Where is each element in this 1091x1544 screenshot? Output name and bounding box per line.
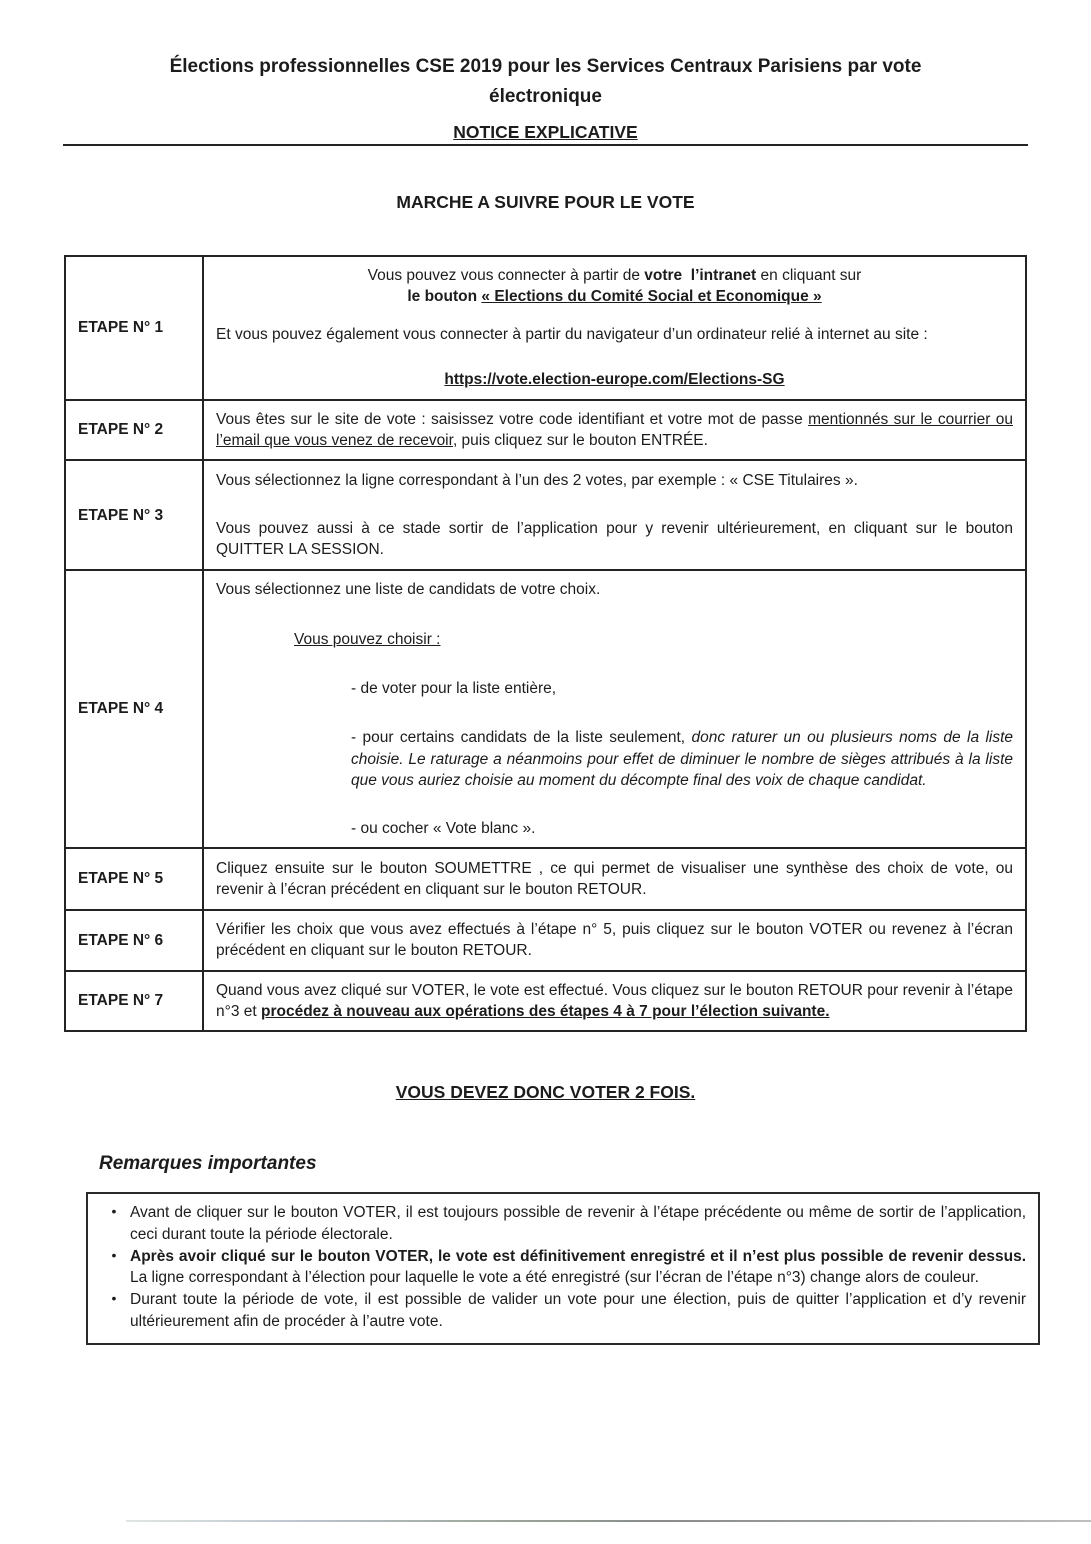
table-row-step6 bbox=[65, 910, 1026, 971]
scan-artifact-line bbox=[126, 1520, 1091, 1522]
step2-content bbox=[203, 400, 1026, 461]
vote-site-url: https://vote.election-europe.com/Elections-SG bbox=[444, 371, 785, 389]
repeat-steps-emphasis: procédez à nouveau aux opérations des étapes 4 à 7 pour l’élection suivante. bbox=[260, 1003, 830, 1020]
intranet-button-name: « Elections du Comité Social et Economique » bbox=[481, 288, 822, 306]
header-rule bbox=[63, 122, 1028, 146]
section-heading: MARCHE A SUIVRE POUR LE VOTE bbox=[396, 192, 695, 212]
step6-content bbox=[203, 910, 1026, 971]
vote-twice-notice: VOUS DEVEZ DONC VOTER 2 FOIS. bbox=[395, 1082, 696, 1103]
step5-content bbox=[203, 848, 1026, 910]
step7-label: ETAPE N° 7 bbox=[65, 971, 203, 1032]
step3-para2: Vous pouvez aussi à ce stade sortir de l’application pour y revenir ultérieurement, en cliquant sur le bouton QUITTER LA SESSION. bbox=[216, 519, 1013, 558]
bullet-icon: • bbox=[111, 1290, 117, 1307]
remark-item-1 bbox=[98, 1202, 1026, 1245]
steps-table bbox=[64, 255, 1027, 1032]
notice-heading: NOTICE EXPLICATIVE bbox=[453, 122, 638, 142]
step1-intro-line1: Vous pouvez vous connecter à partir de votre l’intranet en cliquant sur bbox=[367, 267, 862, 284]
remarks-box bbox=[86, 1192, 1040, 1344]
table-row-step5 bbox=[65, 848, 1026, 910]
step2-text: Vous êtes sur le site de vote : saisissez votre code identifiant et votre mot de passe mentionnés sur le courrier ou l’email que vous venez de recevoir, puis cliquez sur le bouton ENTRÉE. bbox=[216, 410, 1013, 449]
vote-final-warning-bold: Après avoir cliqué sur le bouton VOTER, le vote est définitivement enregistré et il n’est plus possible de revenir dessus. bbox=[130, 1247, 1026, 1265]
step4-option3: - ou cocher « Vote blanc ». bbox=[351, 819, 536, 837]
step1-content bbox=[203, 256, 1026, 400]
step3-label: ETAPE N° 3 bbox=[65, 460, 203, 570]
step2-label: ETAPE N° 2 bbox=[65, 400, 203, 461]
remark-1-text: Avant de cliquer sur le bouton VOTER, il est toujours possible de revenir à l’étape précédente ou même de sortir de l’application, ceci durant toute la période électorale. bbox=[130, 1204, 1026, 1244]
step1-intro-line2: le bouton « Elections du Comité Social et Economique » bbox=[407, 288, 822, 306]
bullet-icon: • bbox=[111, 1203, 117, 1220]
step7-content bbox=[203, 971, 1026, 1032]
credentials-source-underline: mentionnés sur le courrier ou l’email que vous venez de recevoir bbox=[216, 410, 1013, 449]
document-title-line1: Élections professionnelles CSE 2019 pour les Services Centraux Parisiens par vote bbox=[169, 56, 922, 77]
step3-para1: Vous sélectionnez la ligne correspondant à l’un des 2 votes, par exemple : « CSE Titulaires ». bbox=[216, 472, 858, 490]
table-row-step3 bbox=[65, 460, 1026, 570]
step1-alt-access-text: Et vous pouvez également vous connecter à partir du navigateur d’un ordinateur relié à internet au site : bbox=[216, 325, 928, 343]
remark-2-text: Après avoir cliqué sur le bouton VOTER, le vote est définitivement enregistré et il n’est plus possible de revenir dessus. La ligne correspondant à l’élection pour laquelle le vote a été enregistré (sur l’écran de l’étape n°3) change alors de couleur. bbox=[130, 1247, 1026, 1287]
table-row-step7 bbox=[65, 971, 1026, 1032]
step6-text: Vérifier les choix que vous avez effectués à l’étape n° 5, puis cliquez sur le bouton VOTER ou revenez à l’écran précédent en cliquant sur le bouton RETOUR. bbox=[216, 920, 1013, 960]
step1-label: ETAPE N° 1 bbox=[65, 256, 203, 400]
intranet-bold-text: votre l’intranet bbox=[644, 267, 757, 284]
step4-option2: - pour certains candidats de la liste seulement, donc raturer un ou plusieurs noms de la liste choisie. Le raturage a néanmoins pour effet de diminuer le nombre de sièges attribués à la liste que vous auriez choisie au moment du décompte final des voix de chaque candidat. bbox=[351, 729, 1014, 790]
document-title-line2: électronique bbox=[489, 86, 602, 107]
remark-3-text: Durant toute la période de vote, il est possible de valider un vote pour une élection, puis de quitter l’application et d’y revenir ultérieurement afin de procéder à l’autre vote. bbox=[130, 1291, 1026, 1330]
step4-content bbox=[203, 570, 1026, 848]
step7-text: Quand vous avez cliqué sur VOTER, le vote est effectué. Vous cliquez sur le bouton RETOUR pour revenir à l’étape n°3 et procédez à nouveau aux opérations des étapes 4 à 7 pour l’élection suivante. bbox=[216, 981, 1013, 1020]
step4-label: ETAPE N° 4 bbox=[65, 570, 203, 848]
remark-item-2 bbox=[98, 1246, 1026, 1289]
document-title bbox=[60, 52, 1031, 112]
remarks-heading: Remarques importantes bbox=[99, 1153, 317, 1175]
table-row-step4 bbox=[65, 570, 1026, 848]
remark-item-3 bbox=[98, 1289, 1026, 1332]
step4-choose-heading: Vous pouvez choisir : bbox=[294, 630, 441, 648]
table-row-step1 bbox=[65, 256, 1026, 400]
step5-text: Cliquez ensuite sur le bouton SOUMETTRE , ce qui permet de visualiser une synthèse des choix de vote, ou revenir à l’écran précédent en cliquant sur le bouton RETOUR. bbox=[216, 859, 1013, 898]
step5-label: ETAPE N° 5 bbox=[65, 848, 203, 910]
step6-label: ETAPE N° 6 bbox=[65, 910, 203, 971]
table-row-step2 bbox=[65, 400, 1026, 461]
step3-content bbox=[203, 460, 1026, 570]
step4-option1: - de voter pour la liste entière, bbox=[351, 680, 557, 697]
step4-intro: Vous sélectionnez une liste de candidats de votre choix. bbox=[216, 581, 601, 599]
bullet-icon: • bbox=[111, 1246, 117, 1263]
rature-italic-note: donc raturer un ou plusieurs noms de la liste choisie. Le raturage a néanmoins pour effet de diminuer le nombre de sièges attribués à la liste que vous auriez choisie au moment du décompte final des voix de chaque candidat. bbox=[351, 729, 1014, 790]
